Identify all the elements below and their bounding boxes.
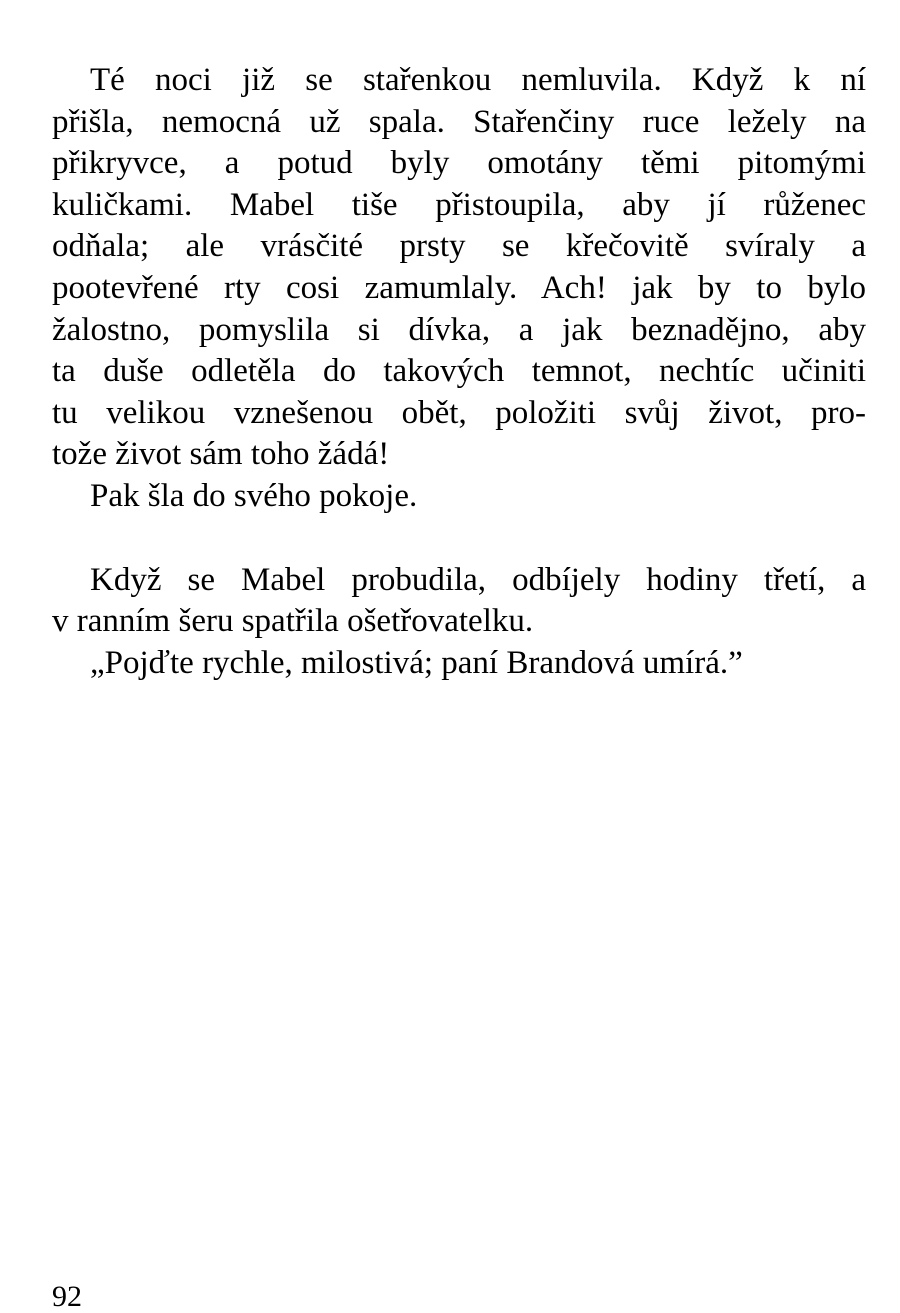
paragraph-2 [52, 476, 866, 518]
paragraph-3 [52, 560, 866, 643]
text-line: přišla, nemocná už spala. Stařenčiny ruce ležely na [52, 103, 866, 140]
text-line: tože život sám toho žádá! [52, 436, 390, 473]
text-line: v ranním šeru spatřila ošetřovatelku. [52, 603, 534, 640]
text-line: tu velikou vznešenou obět, položiti svůj život, pro- [52, 394, 866, 431]
text-line: přikryvce, a potud byly omotány těmi pitomými [52, 145, 866, 182]
text-line: Když se Mabel probudila, odbíjely hodiny třetí, a [90, 561, 866, 598]
text-line: „Pojďte rychle, milostivá; paní Brandová umírá.” [90, 644, 743, 681]
text-line: pootevřené rty cosi zamumlaly. Ach! jak by to bylo [52, 269, 866, 306]
text-line: Té noci již se stařenkou nemluvila. Když k ní [90, 62, 866, 98]
text-line: odňala; ale vrásčité prsty se křečovitě svíraly a [52, 228, 866, 265]
text-line: ta duše odletěla do takových temnot, nechtíc učiniti [52, 353, 866, 390]
text-line: žalostno, pomyslila si dívka, a jak beznadějno, aby [52, 311, 866, 348]
text-line: Pak šla do svého pokoje. [90, 477, 418, 514]
page-body [52, 60, 866, 684]
page-number: 92 [52, 1280, 82, 1313]
paragraph-4 [52, 643, 866, 685]
paragraph-1 [52, 60, 866, 476]
text-line: kuličkami. Mabel tiše přistoupila, aby jí růženec [52, 186, 866, 223]
section-break [52, 518, 866, 560]
